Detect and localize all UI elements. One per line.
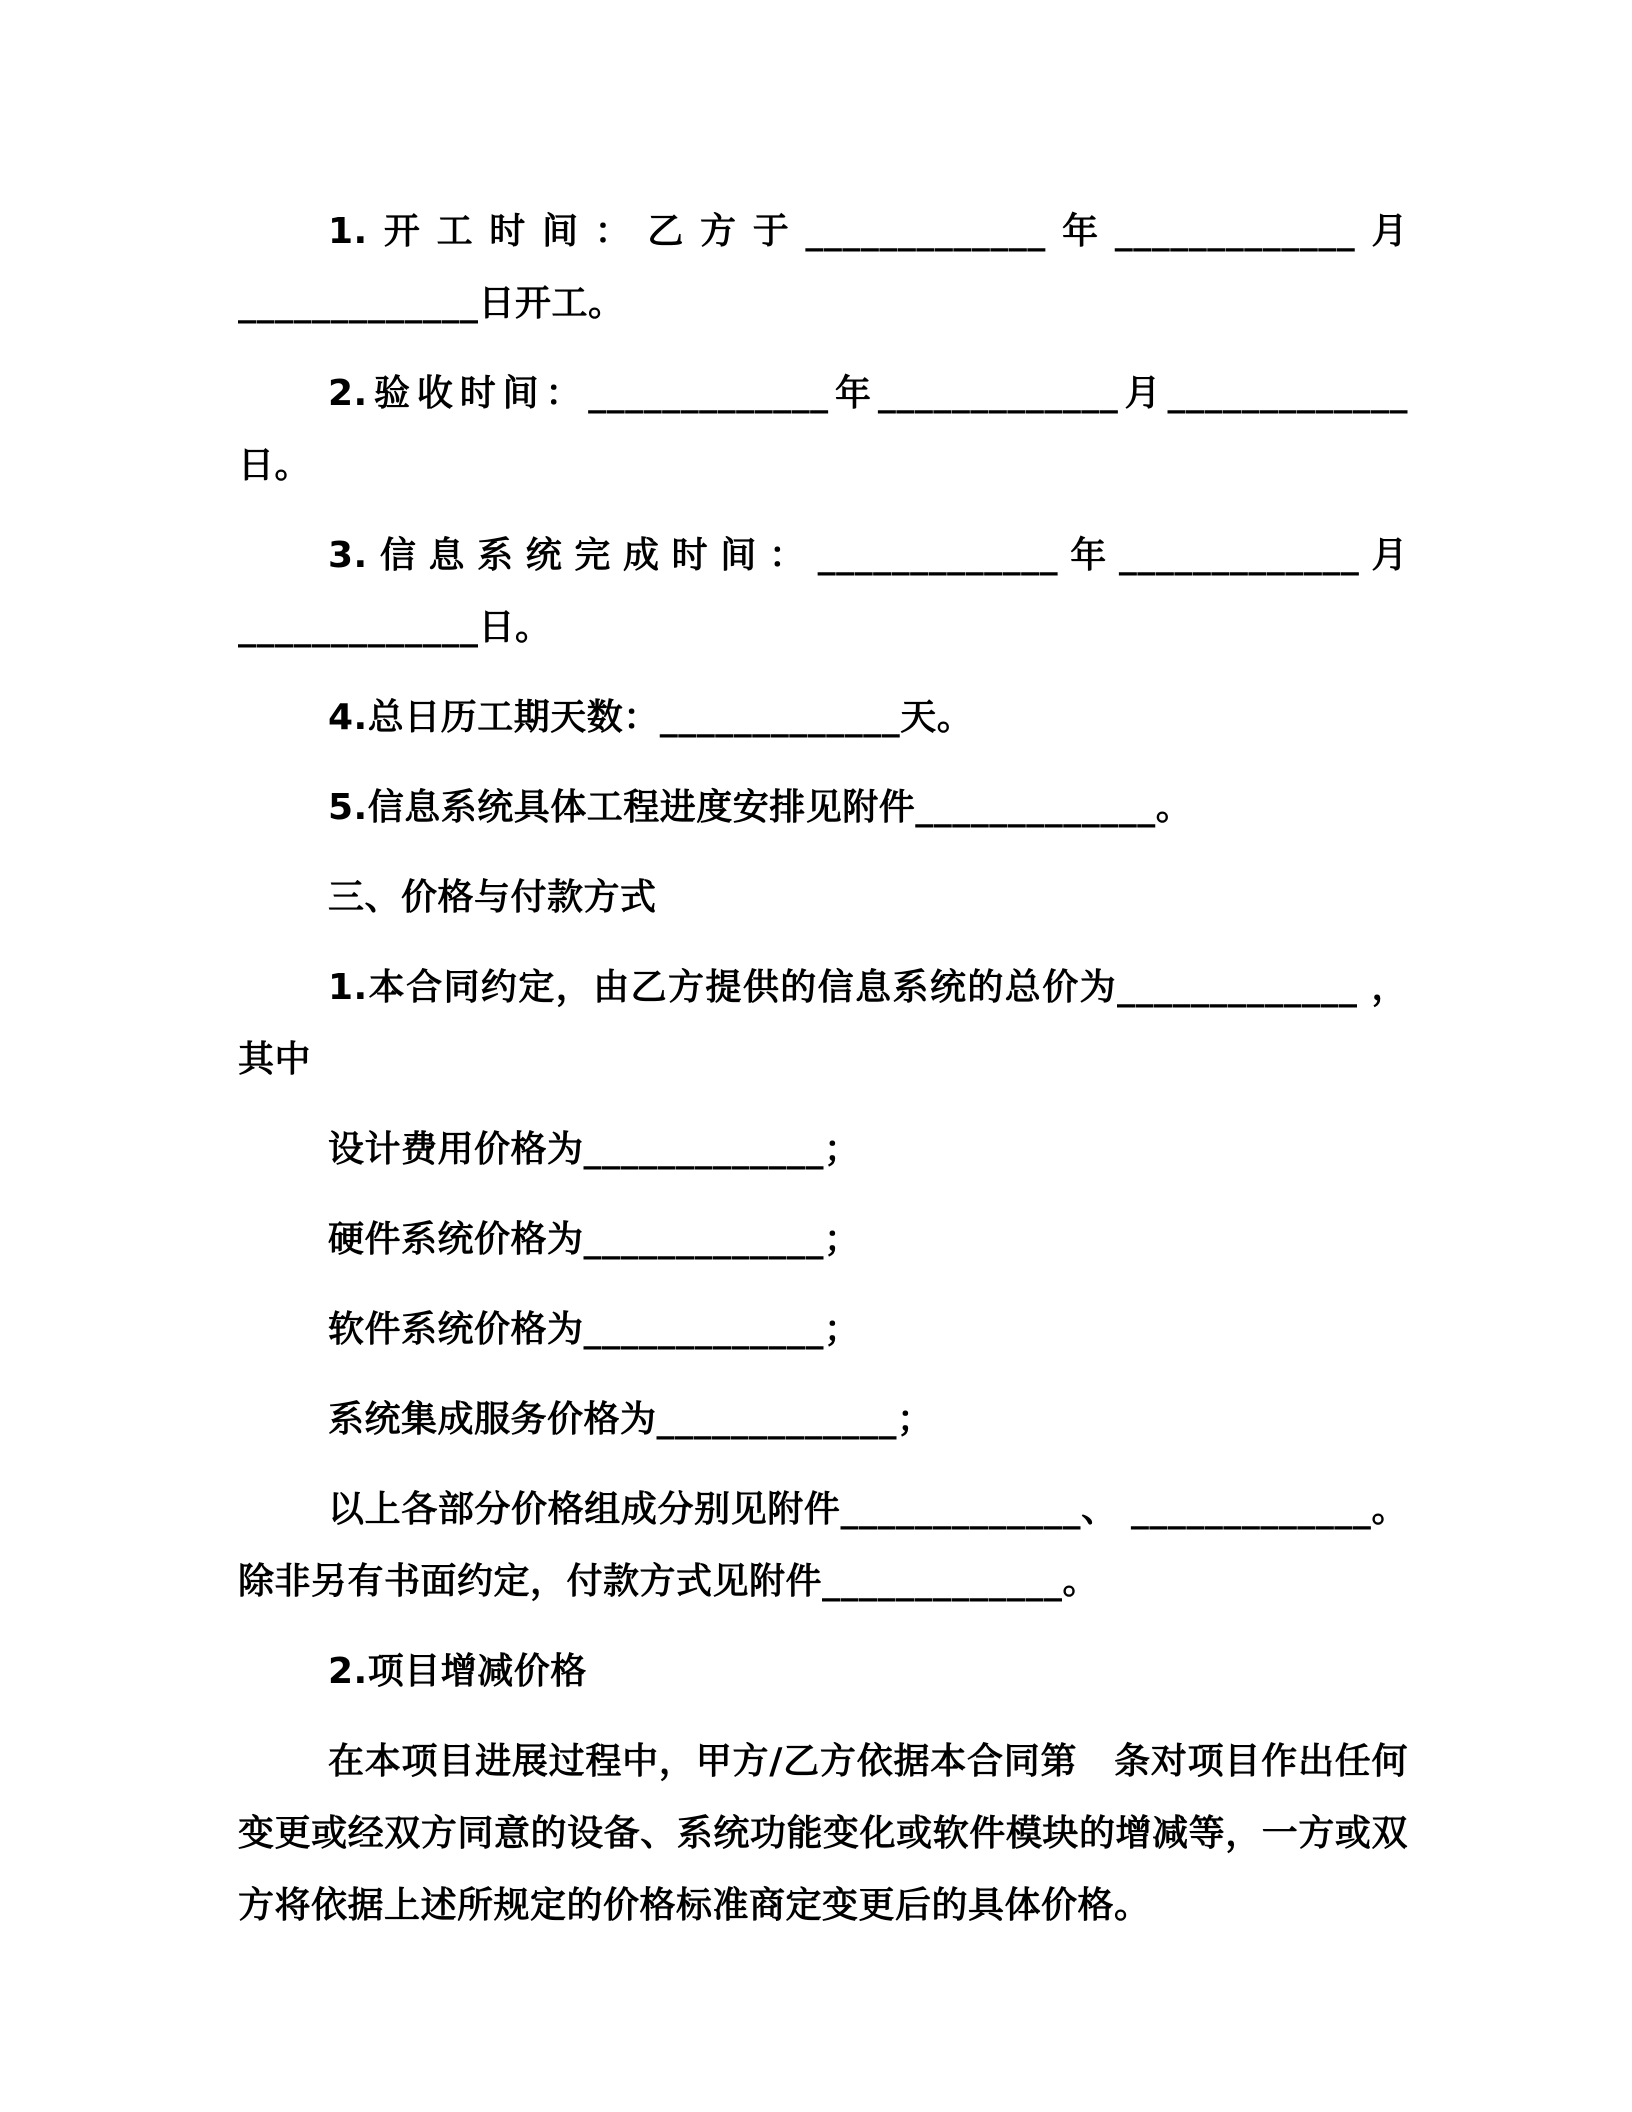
clause-calendar-days: 4.总日历工期天数：_____________天。 (328, 697, 974, 738)
section-heading-price-payment: 三、价格与付款方式 (328, 877, 657, 918)
clause-adjustment-body: 在本项目进展过程中，甲方/乙方依据本合同第 条对项目作出任何变更或经双方同意的设备、系统功能变化或软件模块的增减等，一方或双方将依据上述所规定的价格标准商定变更后的具体价格。 (238, 1741, 1408, 1926)
clause-design-fee-price: 设计费用价格为_____________； (328, 1129, 861, 1170)
clause-schedule-attachment: 5.信息系统具体工程进度安排见附件_____________。 (328, 787, 1193, 828)
clause-total-price: 1.本合同约定，由乙方提供的信息系统的总价为_____________ ，其中 (238, 967, 1408, 1080)
clause-price-attachments: 以上各部分价格组成分别见附件_____________、 _____________。除非另有书面约定，付款方式见附件_____________。 (238, 1489, 1408, 1602)
clause-hardware-price: 硬件系统价格为_____________； (328, 1219, 861, 1260)
clause-integration-price: 系统集成服务价格为_____________； (328, 1399, 934, 1440)
clause-start-time: 1.开工时间：乙方于_____________年_____________月_____________日开工。 (238, 211, 1408, 324)
clause-adjustment-title: 2.项目增减价格 (328, 1651, 587, 1692)
clause-completion-time: 3.信息系统完成时间：_____________年_____________月_____________日。 (238, 535, 1408, 648)
clause-acceptance-time: 2.验收时间：_____________年_____________月_____________日。 (238, 373, 1408, 486)
clause-software-price: 软件系统价格为_____________； (328, 1309, 861, 1350)
